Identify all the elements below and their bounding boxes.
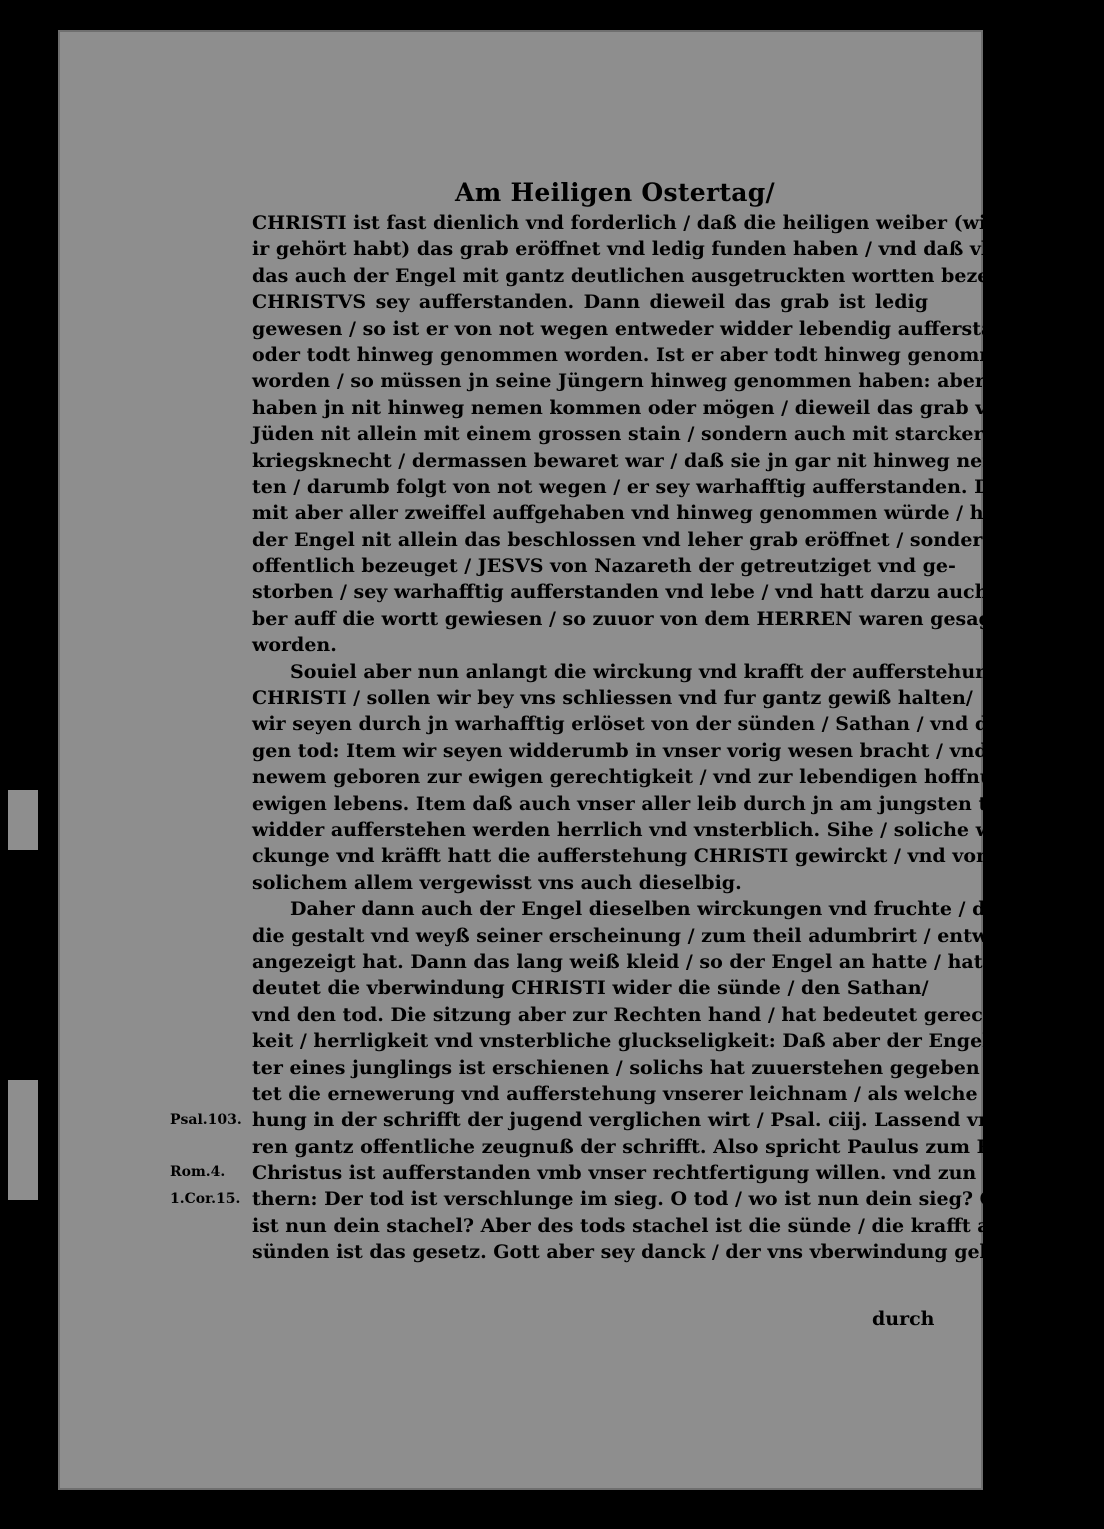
text-line: sünden ist das gesetz. Gott aber sey danck / der vns vberwindung geben hatt <box>252 1241 1070 1264</box>
text-line: Daher dann auch der Engel dieselben wirckungen vnd fruchte / durch <box>290 898 1035 921</box>
text-line: solichem allem vergewisst vns auch dieselbig. <box>252 871 742 894</box>
text-line: storben / sey warhafftig aufferstanden vnd lebe / vnd hatt darzu auch die wei- <box>252 581 1078 604</box>
text-line: thern: Der tod ist verschlunge im sieg. O tod / wo ist nun dein sieg? O tod / wo <box>252 1188 1087 1211</box>
text-line: das auch der Engel mit gantz deutlichen ausgetruckten wortten bezeuget hat/ <box>252 264 1086 287</box>
text-line: vnd den tod. Die sitzung aber zur Rechten hand / hat bedeutet gerechtig- <box>252 1003 1034 1026</box>
text-line: ist nun dein stachel? Aber des tods stachel ist die sünde / die krafft aber der <box>252 1214 1067 1237</box>
text-line: Christus ist aufferstanden vmb vnser rechtfertigung willen. vnd zun Corin- <box>252 1162 1050 1185</box>
page-edge-shadow <box>0 700 58 1529</box>
text-line: ir gehört habt) das grab eröffnet vnd ledig funden haben / vnd daß vber <box>252 238 1017 261</box>
page-edge-strip <box>8 1080 38 1200</box>
text-line: offentlich bezeuget / JESVS von Nazareth der getreutziget vnd ge- <box>252 555 956 578</box>
text-line: CHRISTVS sey aufferstanden. Dann dieweil das grab ist ledig <box>252 291 928 314</box>
text-line: die gestalt vnd weyß seiner erscheinung / zum theil adumbrirt / entworffen vnd <box>252 924 1098 947</box>
margin-note: Rom.4. <box>170 1164 226 1181</box>
text-line: ter eines junglings ist erschienen / solichs hat zuuerstehen gegeben vnd bedeu- <box>252 1056 1104 1079</box>
text-line: worden / so müssen jn seine Jüngern hinweg genommen haben: aber diese <box>252 370 1047 393</box>
text-line: widder aufferstehen werden herrlich vnd vnsterblich. Sihe / soliche wir- <box>252 818 1018 841</box>
text-line: der Engel nit allein das beschlossen vnd leher grab eröffnet / sondern auch <box>252 528 1055 551</box>
text-line: wir seyen durch jn warhafftig erlöset von der sünden / Sathan / vnd dem ewi- <box>252 713 1071 736</box>
text-line: oder todt hinweg genommen worden. Ist er aber todt hinweg genommen <box>252 343 1026 366</box>
text-line: hung in der schrifft der jugend verglichen wirt / Psal. ciij. Lassend vns aber hö- <box>252 1109 1098 1132</box>
text-line: ewigen lebens. Item daß auch vnser aller leib durch jn am jungsten tag <box>252 792 1013 815</box>
running-header: Am Heiligen Ostertag/ <box>455 178 775 207</box>
text-line: angezeigt hat. Dann das lang weiß kleid / so der Engel an hatte / hatt be- <box>252 950 1032 973</box>
text-line: CHRISTI / sollen wir bey vns schliessen vnd fur gantz gewiß halten/ <box>252 687 973 710</box>
text-line: keit / herrligkeit vnd vnsterbliche gluckseligkeit: Daß aber der Engel in dem al- <box>252 1030 1104 1053</box>
text-line: gewesen / so ist er von not wegen entweder widder lebendig aufferstanden/ <box>252 317 1054 340</box>
text-line: ten / darumb folgt von not wegen / er sey warhafftig aufferstanden. Da- <box>252 475 1011 498</box>
text-line: Jüden nit allein mit einem grossen stain / sondern auch mit starcker huthe der <box>252 423 1095 446</box>
margin-note: Psal.103. <box>170 1111 242 1128</box>
text-line: haben jn nit hinweg nemen kommen oder mögen / dieweil das grab von den <box>252 396 1059 419</box>
page-edge-strip <box>8 790 38 850</box>
text-line: ckunge vnd kräfft hatt die aufferstehung CHRISTI gewirckt / vnd von <box>252 845 990 868</box>
text-line: deutet die vberwindung CHRISTI wider die sünde / den Sathan/ <box>252 977 929 1000</box>
text-line: worden. <box>252 634 337 657</box>
text-line: ber auff die wortt gewiesen / so zuuor von dem HERREN waren gesagt <box>252 607 1001 630</box>
text-line: CHRISTI ist fast dienlich vnd forderlich / daß die heiligen weiber (wie <box>252 212 999 234</box>
text-line: mit aber aller zweiffel auffgehaben vnd hinweg genommen würde / hatt <box>252 502 1014 525</box>
text-line: tet die ernewerung vnd aufferstehung vnserer leichnam / als welche aufferste- <box>252 1082 1088 1105</box>
text-line: ren gantz offentliche zeugnuß der schrifft. Also spricht Paulus zum Römern: <box>252 1135 1069 1158</box>
catchword: durch <box>872 1308 935 1330</box>
text-line: gen tod: Item wir seyen widderumb in vnser vorig wesen bracht / vnd von <box>252 739 1032 762</box>
text-line: kriegsknecht / dermassen bewaret war / daß sie jn gar nit hinweg nemen moch- <box>252 449 1101 472</box>
body-text <box>252 210 1104 1266</box>
text-line: newem geboren zur ewigen gerechtigkeit / vnd zur lebendigen hoffnung des <box>252 766 1064 789</box>
margin-note: 1.Cor.15. <box>170 1190 241 1207</box>
text-line: Souiel aber nun anlangt die wirckung vnd krafft der aufferstehung <box>290 660 1003 683</box>
